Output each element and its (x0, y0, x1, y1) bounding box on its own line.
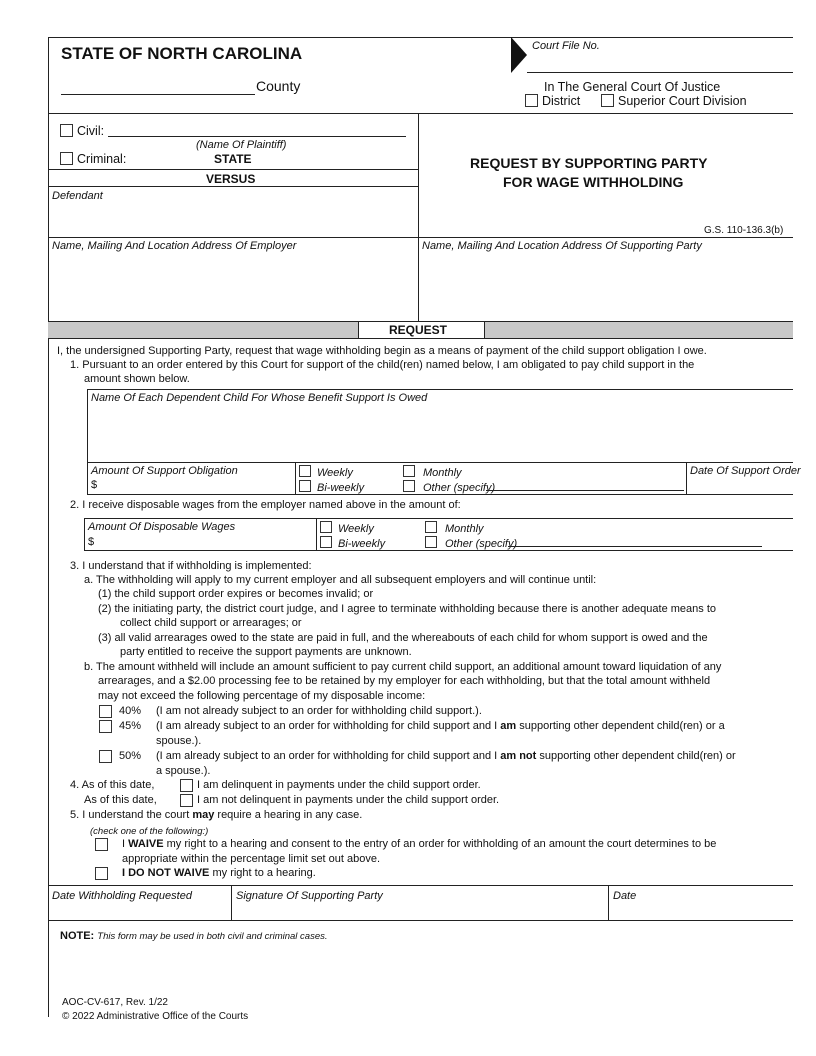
item4b-prefix: As of this date, (84, 794, 157, 806)
pct45-bold: am (500, 720, 517, 732)
versus-label: VERSUS (206, 172, 256, 186)
address-top-line (48, 237, 793, 238)
state-party: STATE (214, 152, 252, 166)
support-other-field[interactable] (486, 490, 684, 491)
wages-other-field[interactable] (508, 546, 762, 547)
check-one-instruction: (check one of the following:) (90, 826, 209, 837)
pct45-text-b: supporting other dependent child(ren) or a (519, 720, 725, 732)
district-checkbox[interactable] (525, 94, 538, 107)
item3b-line2: arrearages, and a $2.00 processing fee to be retained by my employer for each withholding, but that the total amount withheld (98, 675, 711, 687)
item2-text: 2. I receive disposable wages from the employer named above in the amount of: (70, 499, 461, 511)
supporting-party-address-label: Name, Mailing And Location Address Of Supporting Party (422, 240, 702, 252)
copyright: © 2022 Administrative Office of the Courts (62, 1011, 249, 1022)
disposable-wages-label: Amount Of Disposable Wages (88, 521, 236, 533)
court-file-arrow-icon (511, 37, 527, 73)
court-file-field[interactable] (527, 72, 793, 73)
form-title-line2: FOR WAGE WITHHOLDING (503, 174, 684, 190)
wages-biweekly-checkbox[interactable] (320, 536, 332, 548)
superior-label: Superior Court Division (618, 94, 747, 108)
waive-text (122, 838, 716, 851)
pct50-text-b: supporting other dependent child(ren) or (539, 750, 736, 762)
waive-checkbox[interactable] (95, 838, 108, 851)
criminal-checkbox[interactable] (60, 152, 73, 165)
request-bar-right (485, 321, 793, 339)
item3a3-line1: (3) all valid arrearages owed to the state are paid in full, and the whereabouts of each child for whom support is owed and the (98, 632, 708, 644)
wages-biweekly-label: Bi-weekly (338, 538, 386, 550)
versus-bottom-line (48, 186, 418, 187)
not-waive-checkbox[interactable] (95, 867, 108, 880)
date-field[interactable] (609, 900, 793, 919)
item3a-text: a. The withholding will apply to my current employer and all subsequent employers and will continue until: (84, 574, 597, 586)
civil-label: Civil: (77, 124, 105, 138)
wages-monthly-label: Monthly (445, 523, 484, 535)
statute-citation: G.S. 110-136.3(b) (704, 225, 784, 236)
item3a2-line1: (2) the initiating party, the district court judge, and I agree to terminate withholding because there is another adequate means to (98, 603, 716, 615)
item3-text: 3. I understand that if withholding is implemented: (70, 560, 312, 572)
signature-top-line (48, 885, 793, 886)
court-name: In The General Court Of Justice (544, 80, 721, 94)
pct50-bold: am not (500, 750, 537, 762)
waive-bold: WAIVE (128, 838, 164, 850)
waive-line2: appropriate within the percentage limit set out above. (122, 853, 381, 865)
support-biweekly-checkbox[interactable] (299, 480, 311, 492)
order-date-divider (686, 462, 687, 495)
children-divider (87, 462, 793, 463)
parties-divider (418, 113, 419, 321)
item5-text (70, 809, 362, 822)
wages-monthly-checkbox[interactable] (425, 521, 437, 533)
children-label: Name Of Each Dependent Child For Whose Benefit Support Is Owed (91, 392, 428, 404)
pct50-label: 50% (119, 750, 142, 762)
support-dollar: $ (91, 479, 98, 491)
support-order-date-label: Date Of Support Order (690, 465, 801, 477)
item3a3-line2: party entitled to receive the support payments are unknown. (120, 646, 412, 658)
item3a1-text: (1) the child support order expires or becomes invalid; or (98, 588, 374, 600)
district-label: District (542, 94, 581, 108)
wages-other-checkbox[interactable] (425, 536, 437, 548)
court-file-label: Court File No. (532, 40, 600, 52)
pct45-text-a: (I am already subject to an order for withholding for child support and I (156, 720, 498, 732)
note-text: This form may be used in both civil and criminal cases. (97, 931, 328, 942)
versus-top-line (48, 169, 418, 170)
plaintiff-name-field[interactable] (108, 136, 406, 137)
wages-weekly-checkbox[interactable] (320, 521, 332, 533)
wages-weekly-label: Weekly (338, 523, 374, 535)
note (60, 930, 328, 943)
item1-line1: 1. Pursuant to an order entered by this Court for support of the child(ren) named below, I am obligated to pay child support in the (70, 359, 695, 371)
county-blank[interactable] (61, 94, 255, 95)
pct45-text (156, 720, 725, 733)
county-label: County (256, 78, 301, 94)
item1-line2: amount shown below. (84, 373, 190, 385)
top-border (48, 37, 793, 38)
support-monthly-label: Monthly (423, 467, 462, 479)
amount-divider (295, 462, 296, 495)
date-requested-field[interactable] (49, 900, 230, 919)
support-weekly-label: Weekly (317, 467, 353, 479)
waive-rest: my right to a hearing and consent to the entry of an order for withholding of an amount the court determines to be (166, 838, 717, 850)
pct50-line2: a spouse.). (156, 765, 211, 777)
support-other-label: Other (specify) (423, 482, 496, 494)
support-weekly-checkbox[interactable] (299, 465, 311, 477)
pct50-checkbox[interactable] (99, 750, 112, 763)
pct50-text (156, 750, 736, 763)
criminal-label: Criminal: (77, 152, 127, 166)
item3b-line1: b. The amount withheld will include an amount sufficient to pay current child support, an additional amount toward liquidation of any (84, 661, 722, 673)
not-waive-bold: I DO NOT WAIVE (122, 867, 210, 879)
form-number: AOC-CV-617, Rev. 1/22 (62, 997, 168, 1008)
signature-field[interactable] (232, 900, 607, 919)
item3a2-line2: collect child support or arrearages; or (120, 617, 302, 629)
note-label: NOTE: (60, 930, 95, 942)
support-amount-label: Amount Of Support Obligation (91, 465, 238, 477)
pct40-checkbox[interactable] (99, 705, 112, 718)
pct40-label: 40% (119, 705, 142, 717)
defendant-label: Defendant (52, 190, 103, 202)
support-biweekly-label: Bi-weekly (317, 482, 365, 494)
signature-label: Signature Of Supporting Party (236, 890, 383, 902)
state-title: STATE OF NORTH CAROLINA (61, 44, 303, 63)
wages-dollar: $ (88, 536, 95, 548)
not-waive-rest: my right to a hearing. (212, 867, 316, 879)
item4a-prefix: 4. As of this date, (70, 779, 155, 791)
not-delinquent-checkbox[interactable] (180, 794, 193, 807)
support-other-checkbox[interactable] (403, 480, 415, 492)
item5-bold: may (192, 809, 215, 821)
date-label: Date (613, 890, 637, 902)
pct50-text-a: (I am already subject to an order for withholding for child support and I (156, 750, 498, 762)
superior-checkbox[interactable] (601, 94, 614, 107)
wages-divider (316, 518, 317, 551)
pct40-text: (I am not already subject to an order for withholding child support.). (156, 705, 482, 717)
wages-other-label: Other (specify) (445, 538, 518, 550)
not-waive-text (122, 867, 316, 880)
request-heading: REQUEST (389, 323, 448, 337)
waive-i: I (122, 838, 126, 850)
plaintiff-caption: (Name Of Plaintiff) (196, 139, 287, 151)
item3b-line3: may not exceed the following percentage of my disposable income: (98, 690, 426, 702)
pct45-checkbox[interactable] (99, 720, 112, 733)
header-bottom-border (48, 113, 793, 114)
civil-checkbox[interactable] (60, 124, 73, 137)
request-bar-left (48, 321, 358, 339)
item5-text-b: require a hearing in any case. (217, 809, 363, 821)
signature-bottom-line (48, 920, 793, 921)
item5-text-a: 5. I understand the court (70, 809, 190, 821)
left-margin-line (48, 37, 49, 1017)
support-monthly-checkbox[interactable] (403, 465, 415, 477)
item4b-text: I am not delinquent in payments under the child support order. (197, 794, 500, 806)
intro-text: I, the undersigned Supporting Party, request that wage withholding begin as a means of payment of the child support obligation I owe. (57, 345, 707, 357)
item4a-text: I am delinquent in payments under the child support order. (197, 779, 481, 791)
pct45-label: 45% (119, 720, 142, 732)
pct45-line2: spouse.). (156, 735, 202, 747)
date-requested-label: Date Withholding Requested (52, 890, 192, 902)
form-title-line1: REQUEST BY SUPPORTING PARTY (470, 155, 708, 171)
delinquent-checkbox[interactable] (180, 779, 193, 792)
employer-address-label: Name, Mailing And Location Address Of Employer (52, 240, 297, 252)
